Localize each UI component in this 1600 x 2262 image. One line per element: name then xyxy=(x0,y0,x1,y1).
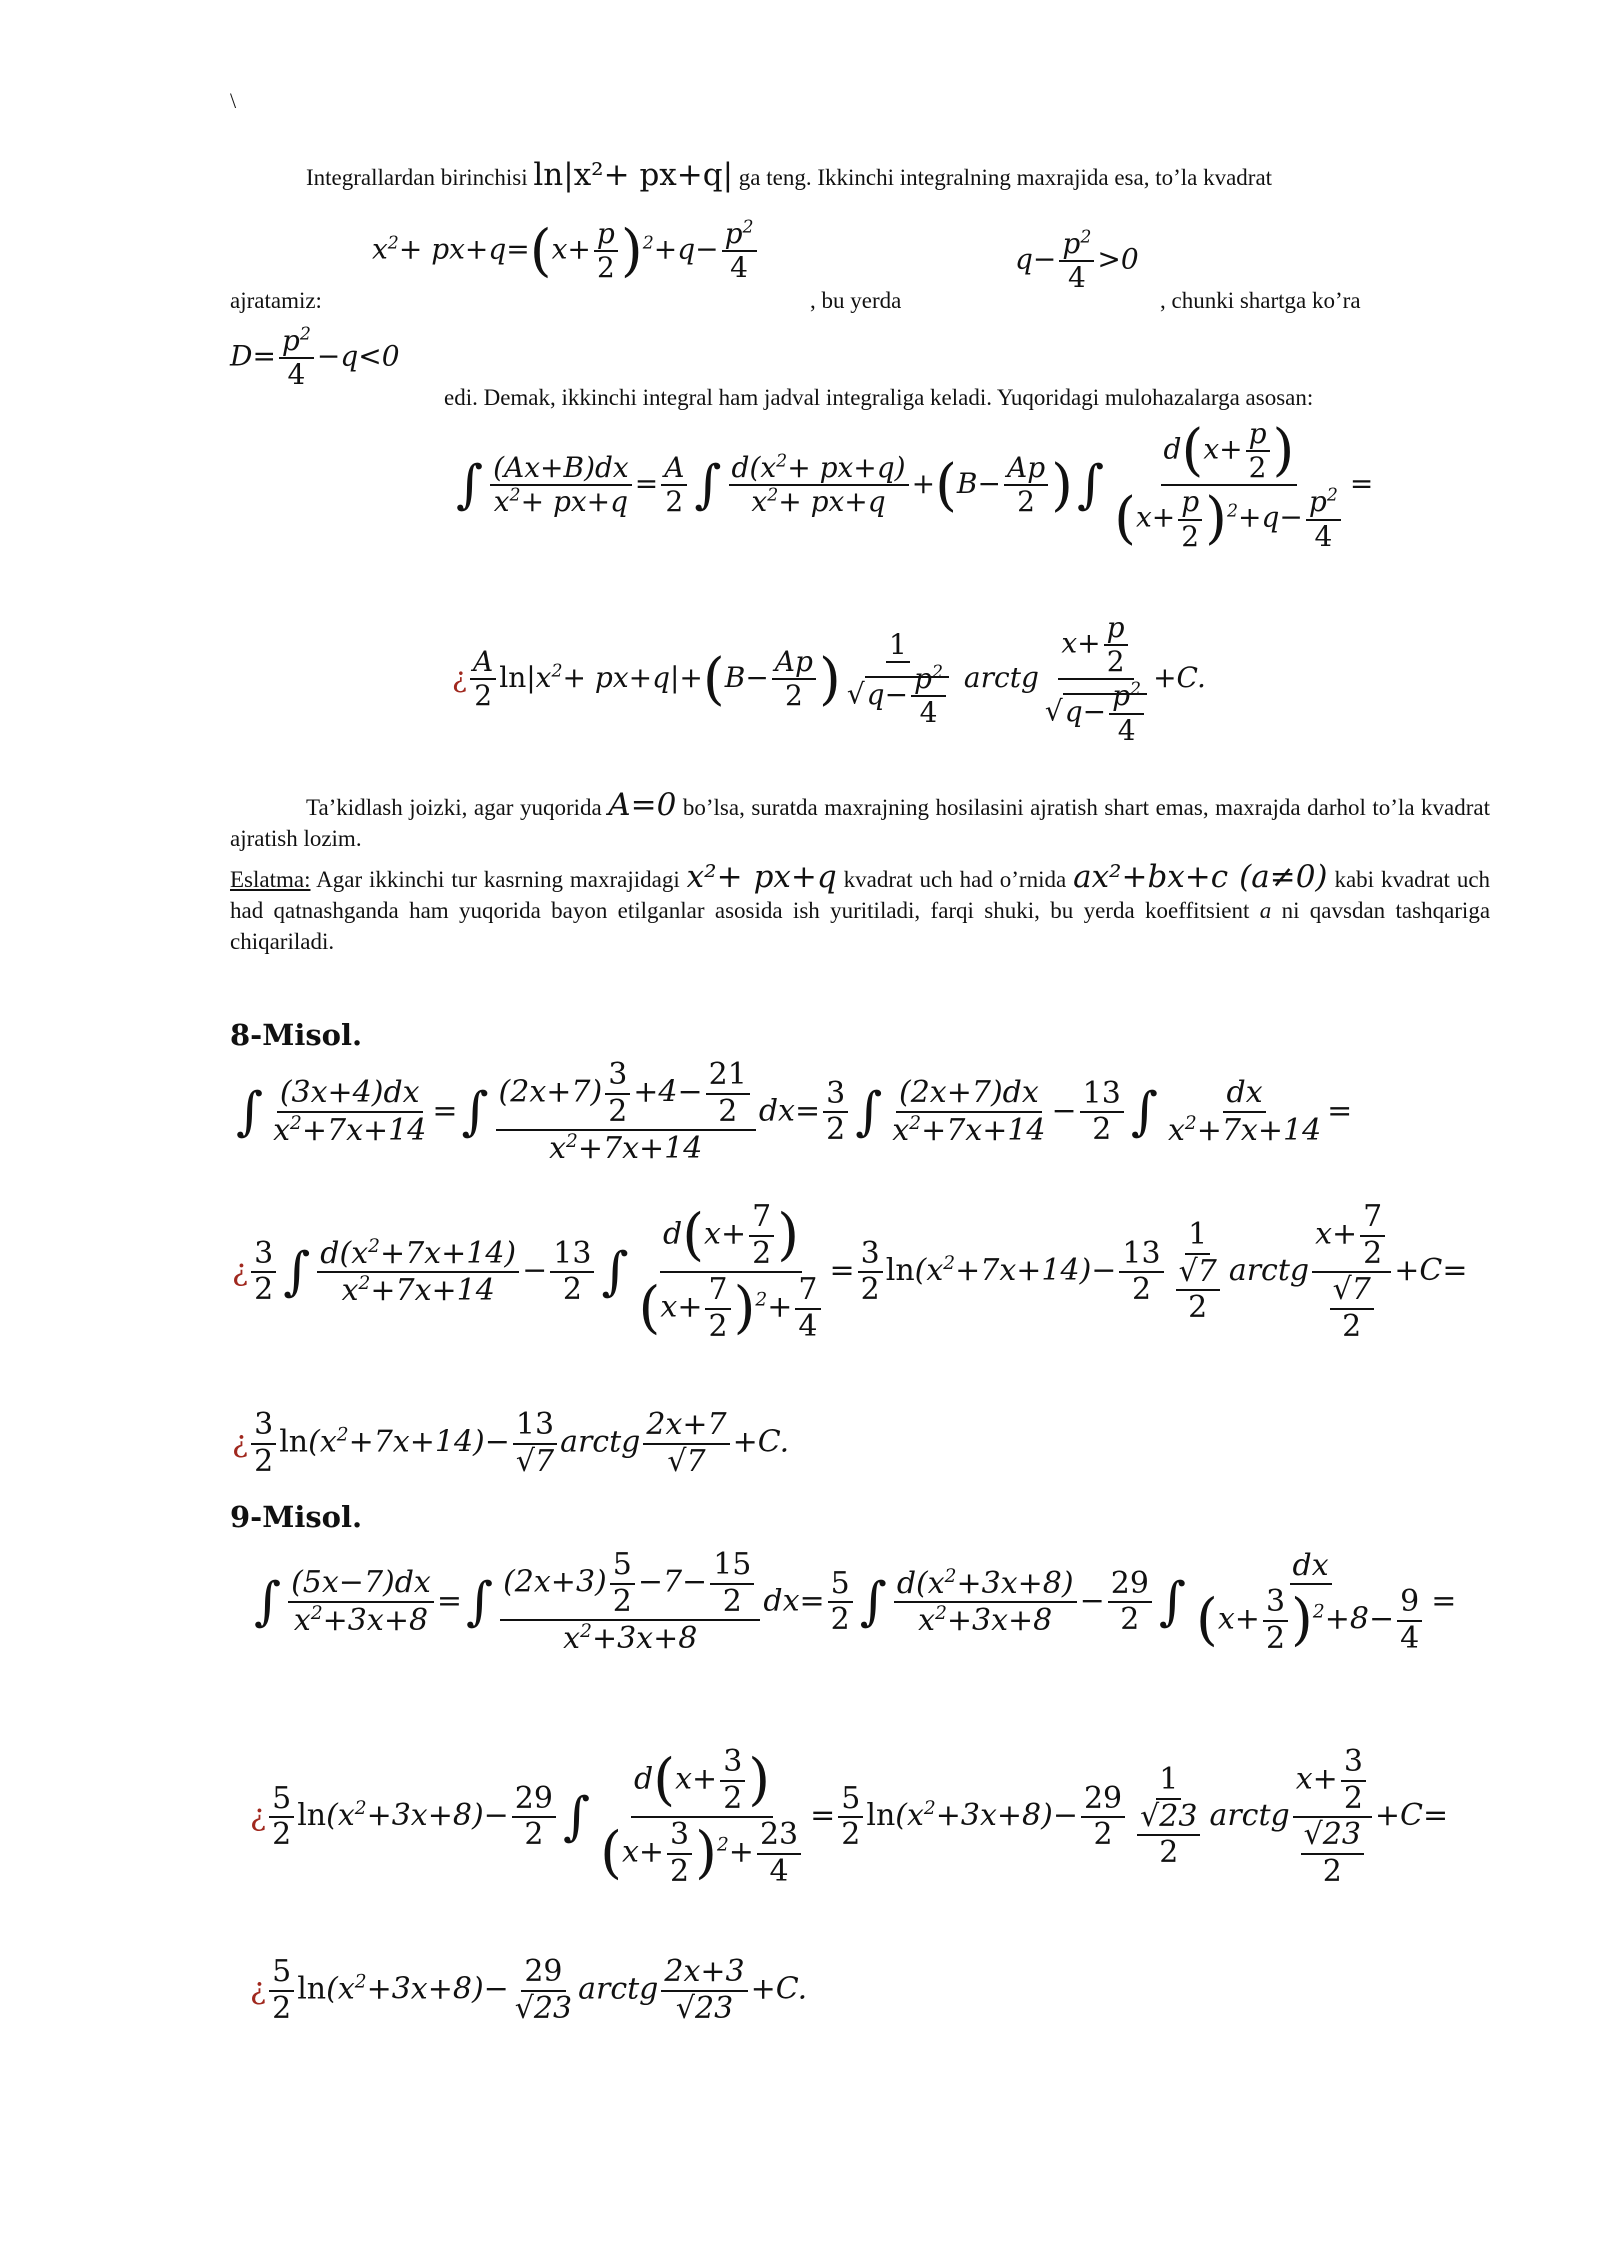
example-8-line-2: ¿ $\frac{3}{2}$ ∫ $\frac{d(x^2+7x+14)}{x^2+7x+14}$ − $\frac{13}{2}$ ∫ d(x+ $\frac{7}{2}$ ) (x+ $\frac{7}{2}$ )$^2$+ $\frac{7}{4}$ = $\frac{3}{2}$ $\ln(x^2+7x+14)-$ $\frac{13}{2}$ $\frac{1}{\frac{√7}{2}}$ arctg x+ $\frac{7}{2}$ $\frac{√7}{2}$ +C= xyxy=(232,1199,1468,1344)
eslatma-text-4: ni qavsdan tashqariga chiqariladi. xyxy=(230,898,1491,954)
eslatma-label: Eslatma: xyxy=(230,867,311,892)
eslatma-text-2: kvadrat uch had o’rnida xyxy=(843,867,1067,892)
example-9-heading: 9-Misol. xyxy=(230,1500,363,1534)
example-8-line-3: ¿ $\frac{3}{2}$ $\ln(x^2+7x+14)-$ $\frac{13}{√7}$ arctg $\frac{2x+7}{√7}$ +C. xyxy=(232,1407,790,1479)
eslatma-expr-2: ax²+bx+c (a≠0) xyxy=(1073,859,1328,895)
completed-square-formula: $x^2+ px+q=(x+$ $\frac{p}{2}$ )$^2$+q− $\frac{p^2}{4}$ xyxy=(372,218,760,284)
intro-text-1: Integrallardan birinchisi xyxy=(306,165,528,190)
continuation-mark: ¿ xyxy=(452,660,468,694)
ln-expression: ln|x²+ px+q| xyxy=(533,157,734,193)
example-8-line-1: ∫ $\frac{(3x+4)dx}{x^2+7x+14}$ =∫ (2x+7) $\frac{3}{2}$ +4− $\frac{21}{2}$ $x^2+7x+14$ dx= $\frac{3}{2}$ ∫ $\frac{(2x+7)dx}{x^2+7x+14}$ − $\frac{13}{2}$ ∫ $\frac{dx}{x^2+7x+14}$ = xyxy=(236,1057,1353,1166)
example-8-heading: 8-Misol. xyxy=(230,1018,363,1052)
intro-text-2: ga teng. Ikkinchi integralning maxrajida esa, to’la kvadrat xyxy=(738,165,1273,190)
example-9-line-3: ¿ $\frac{5}{2}$ $\ln(x^2+3x+8)-$ $\frac{29}{√23}$ arctg $\frac{2x+3}{√23}$ +C. xyxy=(250,1954,808,2026)
example-9-line-1: ∫ $\frac{(5x-7)dx}{x^2+3x+8}$ =∫ (2x+3) $\frac{5}{2}$ −7− $\frac{15}{2}$ $x^2+3x+8$ dx= $\frac{5}{2}$ ∫ $\frac{d(x^2+3x+8)}{x^2+3x+8}$ − $\frac{29}{2}$ ∫ dx (x+ $\frac{3}{2}$ )$^2$+8− $\frac{9}{4}$ = xyxy=(254,1547,1457,1656)
example-9-line-2: ¿ $\frac{5}{2}$ $\ln(x^2+3x+8)-$ $\frac{29}{2}$ ∫ d(x+ $\frac{3}{2}$ ) (x+ $\frac{3}{2}$ )$^2$+ $\frac{23}{4}$ = $\frac{5}{2}$ $\ln(x^2+3x+8)-$ $\frac{29}{2}$ $\frac{1}{\frac{√23}{2}}$ arctg x+ $\frac{3}{2}$ $\frac{√23}{2}$ +C= xyxy=(250,1744,1449,1889)
positivity-condition: q− $\frac{p^2}{4}$ >0 xyxy=(1015,227,1139,295)
takidlash-paragraph xyxy=(230,787,1491,854)
eslatma-text-3: kabi kvadrat uch had qatnashganda ham yuqorida bayon etilganlar asosida ish yuritiladi, farqi shuki, bu yerda koeffitsient xyxy=(230,867,1491,923)
chunki-text: , chunki shartga ko’ra xyxy=(1160,288,1361,313)
stray-backslash: \ xyxy=(230,88,237,113)
discriminant-formula: D= $\frac{p^2}{4}$ −q<0 xyxy=(230,324,400,392)
eslatma-coef-a: a xyxy=(1259,898,1272,923)
general-integral-formula: ∫ $\frac{(Ax+B)dx}{x^2+ px+q}$ = $\frac{A}{2}$ ∫ $\frac{d(x^2+ px+q)}{x^2+ px+q}$ +(B− $\frac{Ap}{2}$ )∫ d(x+ $\frac{p}{2}$ ) (x+ $\frac{p}{2}$ )$^2$+q− $\frac{p^2}{4}$ = xyxy=(456,417,1374,553)
eslatma-expr-1: x²+ px+q xyxy=(686,859,837,895)
intro-paragraph xyxy=(230,157,1490,193)
takid-text-2: bo’lsa, suratda maxrajning hosilasini ajratish shart emas, maxrajda darhol to’la kvadrat ajratish lozim. xyxy=(230,795,1491,851)
general-integral-result: ¿ $\frac{A}{2}$ $\ln|x^2+ px+q|+(B-$ $\frac{Ap}{2}$ ) 1 √q− $\frac{p^2}{4}$ arctg x+ $\frac{p}{2}$ √q− $\frac{p^2}{4}$ +C. xyxy=(452,611,1206,747)
bu-yerda-text: , bu yerda xyxy=(810,288,902,313)
takid-text-1: Ta’kidlash joizki, agar yuqorida xyxy=(306,795,602,820)
eslatma-text-1: Agar ikkinchi tur kasrning maxrajidagi xyxy=(316,867,680,892)
ajratamiz-label: ajratamiz: xyxy=(230,288,322,313)
eslatma-paragraph xyxy=(230,859,1491,957)
a-zero-expr: A=0 xyxy=(608,787,677,823)
edi-text: edi. Demak, ikkinchi integral ham jadval integraliga keladi. Yuqoridagi mulohazalarga asosan: xyxy=(444,385,1314,410)
